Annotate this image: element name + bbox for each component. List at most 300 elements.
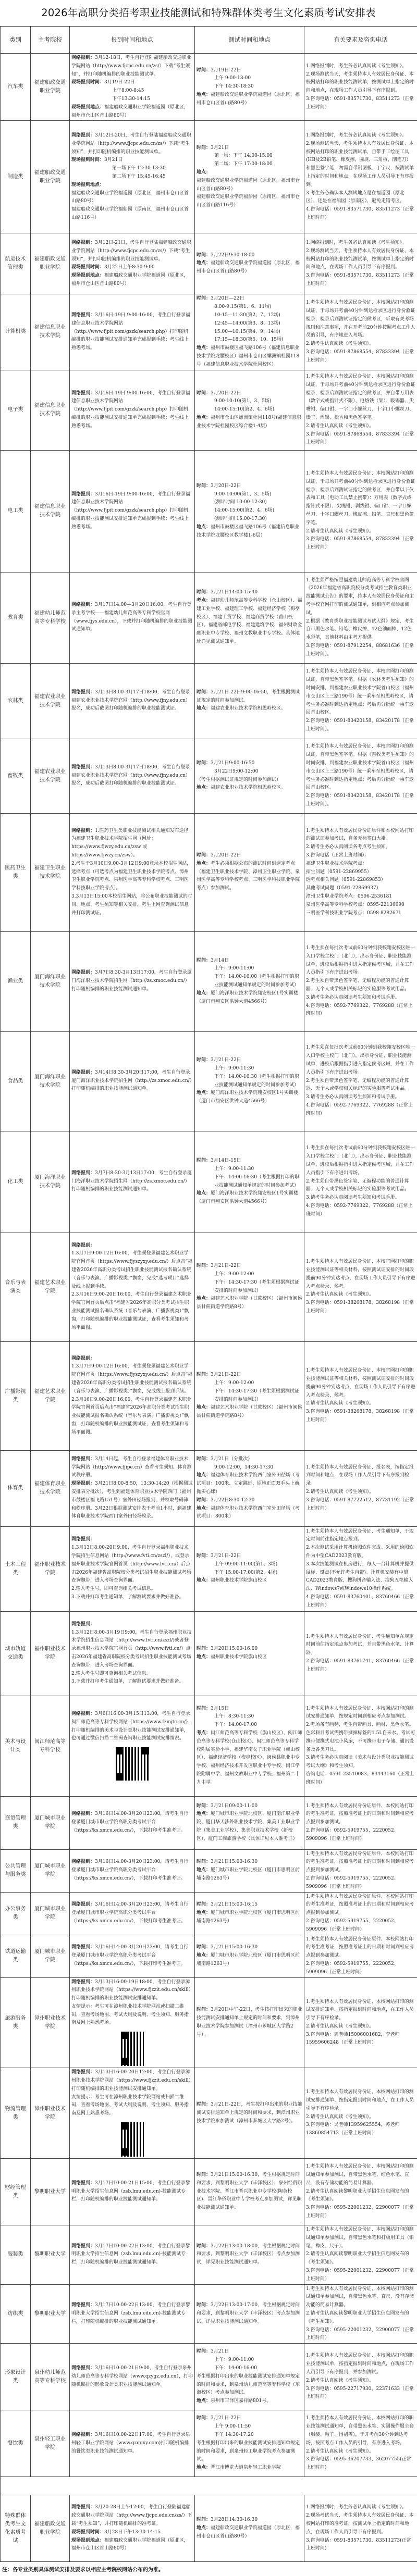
line-text: 3月21日15:00-16:30，考生根据规定时间和要求，到黎明职业大学（丰泽校区）、泉州经贸职业技术学院、晋江市晋兴职业中专学校(陶英校区)、晋江华侨职业中专学校考点参加测试，详见职业技能测试通知单。 <box>197 2172 302 2210</box>
cell-line <box>71 132 193 156</box>
line-text: 福州职业技术学院旗山校区 <box>211 1654 267 1660</box>
line-text: 3月20日-22日 <box>211 483 241 489</box>
requirement-line: 漳州卫生职业学院考点：0596-2536181 <box>306 893 415 901</box>
requirement-line: 3.咨询电话：0595-22717930、22371633（正常上班时间） <box>306 2385 415 2402</box>
cell-line <box>197 1569 302 1577</box>
table-row <box>1 739 417 813</box>
table-row <box>1 2495 417 2562</box>
requirement-line: 选考点相关问题（0591-22869853） <box>306 876 415 885</box>
line-text: 上午：9:00-11:00 <box>214 966 254 971</box>
table-row <box>1 663 417 739</box>
cell-line <box>71 893 193 917</box>
cell-line <box>197 2373 302 2397</box>
cell-line <box>71 689 193 713</box>
requirement-line: 2.请考生认真阅读《考生须知》。 <box>306 1488 415 1497</box>
line-label: 网络报到： <box>71 2432 95 2437</box>
test-cell <box>195 1031 304 1131</box>
requirement-line: 2.请考生务必认真阅读各考点考生须知。 <box>306 843 415 852</box>
line-text: 泉州市丰泽区嘉祥路801号。 <box>211 2398 271 2404</box>
requirement-line: 1.考生须持本人有效居民身份证、本校官网打印的职业技能测试证等相关材料，按照测试证安排的时间段提前90分钟到达考点，在现场工作人员引导下有序进入考点检录、候考。 <box>306 1367 415 1400</box>
line-text: 3月13日16:00-20日12:00，考生自行登录漳州职业技术学院网站（https://www.fjzzit.edu.cn/skill）打印随机编排的职业技能测试安排通知单。 <box>71 2070 191 2092</box>
requirements-cell <box>304 739 417 813</box>
line-text: 3月22日9:30-18:00 <box>211 253 254 258</box>
cell-line <box>197 2348 302 2356</box>
category-cell: 服装类 <box>1 2225 31 2285</box>
requirements-cell <box>304 1977 417 2068</box>
line-text: 3月16日14:00-3月20日23:00，请考生自行登录厦门城市职业学院高职分类考试平台（https://ks.xmcu.edu.cn/），下载打印考生准考证。 <box>71 1859 188 1881</box>
cell-line <box>71 1455 193 1480</box>
line-text: 下午：14:00-16:00 <box>214 2366 257 2371</box>
cell-line <box>197 252 302 260</box>
line-text: 1.3月7日9:00-12日16:00，考生须登录福建艺术职业学院官网首页（https://www.fjyszyxy.edu.cn/）后点击“福建省2026年高职分类考试招生职业技能测试报名确认系统（音乐与表演、广播影视类）”飘窗，完成线上报到手续。 <box>71 1364 192 1393</box>
cell-line <box>197 491 302 499</box>
cell-line <box>197 597 302 646</box>
test-cell <box>195 2068 304 2159</box>
line-label: 网络报到： <box>71 970 95 975</box>
line-text: 福建船政交通职业学院福道园（原北区，福州市仓山区首山路80号） <box>71 191 189 204</box>
table-header-row <box>1 27 417 54</box>
line-label: 时间： <box>197 853 211 858</box>
test-cell <box>195 1935 304 1977</box>
line-text: 3月12日-20日，考生自行登陆福建船政交通职业学院网站（http://www.fjcpc.edu.cn/zs/）下载“考生须知”，并打印随机编排的职业技能测试单。 <box>71 133 191 155</box>
test-cell <box>195 2495 304 2562</box>
line-label: 网络报到： <box>71 1622 95 1627</box>
line-label: 地点： <box>197 1473 211 1478</box>
line-label: 时间： <box>197 690 211 695</box>
table-row <box>1 1031 417 1131</box>
cell-line <box>197 160 302 169</box>
test-cell <box>195 663 304 739</box>
line-text: 下午：14:00-16:30（考生根据打印的职业技能测试通知单规定的时间参加考试） <box>214 1074 299 1088</box>
line-label: 网络报到： <box>71 391 95 396</box>
cell-line <box>197 2431 302 2440</box>
cell-line <box>197 414 302 431</box>
category-cell: 旅游服务类 <box>1 1977 31 2068</box>
registration-cell <box>70 663 195 739</box>
requirement-line: 2.请考生认真阅读《考生须知》。 <box>306 1400 415 1408</box>
requirement-line: 其他考试问题（0591-22869937） <box>306 885 415 893</box>
line-label: 地点： <box>197 415 211 420</box>
requirement-line: 1.考生须持本人有效居民身份证、本校网站打印的测试证，于每场开考前40分钟到达检录区进行身份验证检录，检录后到测试证指定的候考区，并自带万用表（数字式或指针式不限）、电烙铁（架）、吸锡器、尖嘴钳、偏口钳、一字口小螺丝刀、十字口小螺丝刀、镊子、焊锡、松香和黑色签字笔。 <box>306 373 415 422</box>
line-label: 时间： <box>197 1263 211 1268</box>
requirement-line: 1.考生须持本人有效居民身份证、本校网站打印的测试证，于每场开考前40分钟到达检录区进行身份验证检录，检录后到测试证指定的候考区，听取有关考场规则和注意事项，并在开考前20分钟按照考点工作人员的引导，有序地进入考场。 <box>306 299 415 340</box>
line-text: 友情提示：考生可在漳州职业技术学院网站或扫描二维码，查看考场地图、考试大纲及说明、考生须知、服务指南及网上熟悉考场。 <box>71 2004 189 2026</box>
line-text: 福州市鼓楼区福飞路106号（福建信息职业技术学院龙腰校区）福州市仓山区螺洲镇杜园118号（福建信息职业技术学院杜园校区） <box>197 345 299 367</box>
line-text: （考生根据测试证规定的时间参加测试） <box>197 777 281 782</box>
qr-code-icon[interactable] <box>121 2032 144 2066</box>
footnote: 注：各专业类别具体测试安排及要求以相应主考院校网站公布的为准。 <box>0 2562 417 2576</box>
line-text: 3月21日（分批次） <box>211 1457 252 1462</box>
header-registration: 报到时间和地点 <box>70 27 195 54</box>
registration-cell <box>70 1341 195 1450</box>
cell-line <box>197 259 302 276</box>
requirement-line: 2.请考生认真阅读《考生须知》。 <box>306 2448 415 2456</box>
cell-line <box>197 1952 302 1969</box>
requirements-cell <box>304 1696 417 1796</box>
cell-line <box>197 312 302 320</box>
cell-line <box>197 524 302 540</box>
cell-line <box>71 190 193 206</box>
cell-line <box>71 1670 193 1678</box>
requirements-cell <box>304 1131 417 1233</box>
requirement-line: 1.网络报到时，考生务必认真阅读《考生须知》。 <box>306 63 415 71</box>
cell-line <box>197 2243 302 2267</box>
cell-line <box>197 2415 302 2423</box>
cell-line <box>197 2356 302 2365</box>
school-cell: 泉州轻工职业学院 <box>31 2410 70 2477</box>
line-text: 8:00-9:15(第1、6、11场) <box>214 304 271 309</box>
cell-line <box>197 1561 302 1569</box>
requirement-line: 1.网络报到时，考生务必认真阅读《考生须知》。 <box>306 132 415 140</box>
requirement-line: 3.咨询电话：0591-87868554、87833394（正常上班时间） <box>306 536 415 552</box>
line-label: 时间： <box>197 2303 211 2308</box>
requirements-cell <box>304 1611 417 1696</box>
test-cell <box>195 121 304 233</box>
line-text: 第一场下午 12:30-13:30 <box>112 166 166 171</box>
line-text: 1.3月7日9:00-12日16:00，考生须登录福建艺术职业学院官网首页（https://www.fjyszyxy.edu.cn/）后点击“福建省2026年高职分类考试招生职业技能测试报名确认系统（音乐与表演、广播影视类）”飘窗，完成“选考项目”选择及线上报到手续。 <box>71 1251 192 1289</box>
line-text: 下午：14:30-17:30（考生须根据测试证安排的时间参加测试） <box>214 1389 299 1402</box>
requirement-line: 2.咨询电话：0591-83420158、83420178（正常上班时间）。 <box>306 792 415 809</box>
line-text: 3月13日8:00-3月17日18:00，考生自行登录福建农业职业技术学院官网（http://www.fjny.edu.cn）报名，成功后截图打印随机编排的职业技能测试证。 <box>71 765 190 787</box>
category-cell: 土木工程类 <box>1 1526 31 1611</box>
cell-line <box>197 1552 302 1561</box>
cell-line <box>71 264 193 272</box>
line-label: 时间： <box>197 1498 211 1503</box>
category-cell: 餐饮类 <box>1 2410 31 2477</box>
line-label: 现场报到时间： <box>71 157 104 163</box>
line-text: 闽江师范高等专科学校（旗山校区）、闽江师范高等专科学校(仓山校区)、闽江师范高等专科学校附属实验小学、福建华南女子职业学院（旗山校区）、福建经济学校（梅亭校区）、闽侯县职业中专学校、福州经济技术开发区职业中专学校、闽江学院附属中学、福州文教职业中专学校、福州第二十九中学。 <box>197 1731 302 1785</box>
line-label: 时间： <box>197 2244 211 2249</box>
line-text: 考生必须根据公布的测试时间到选定考点（福建卫生职业技术学院、漳州卫生职业学院、泉州医学高等专科学校考点、三明医学科技职业学院考点）参加测试。 <box>197 861 300 891</box>
registration-cell <box>70 1977 195 2068</box>
line-label: 网络报到： <box>71 1070 95 1075</box>
line-label: 时间： <box>197 68 211 73</box>
requirements-cell <box>304 450 417 572</box>
category-cell: 物流管理类 <box>1 2068 31 2159</box>
requirements-cell <box>304 233 417 294</box>
requirements-cell <box>304 54 417 121</box>
category-cell: 农林类 <box>1 663 31 739</box>
category-cell: 航运技术管理类 <box>1 233 31 294</box>
registration-cell <box>70 2068 195 2159</box>
test-cell <box>195 1450 304 1526</box>
line-label: 时间： <box>197 1803 211 1809</box>
line-label: 时间： <box>197 1945 211 1950</box>
requirement-line: 1.考生须严格按照福建幼儿师范高等专科学校官网《2026年福建省高职院校分类考试招生教育类职业技能测试公告》的要求，持本人有效居民身份证和主考学校官网打印的测试通知单，到相应考点参加测试。 <box>306 577 415 618</box>
cell-line <box>197 1858 302 1866</box>
line-text: 3月21日15:00-16:30 <box>211 1859 257 1864</box>
cell-line <box>71 1901 193 1925</box>
line-label: 网络报到： <box>71 492 95 497</box>
line-label: 地点： <box>197 1191 211 1196</box>
registration-cell <box>70 1696 195 1796</box>
line-label: 地点： <box>197 525 211 530</box>
line-text: 3月21日-22日，考生按打印出来的职业技能测试安排通知单上规定的时间和要求，到漳州职业技术学院参加测试（漳州市芗城区大学路2号）。 <box>197 2102 302 2124</box>
requirement-line: 1.考生须持本人有效居民身份证原件和本校网站打印的测试证参加考试，自备无标签白大褂。 <box>306 827 415 844</box>
line-text: 3.下载并打印考生通知单，了解测试要求并做好准备。 <box>71 1679 184 1684</box>
cell-line <box>71 173 193 181</box>
line-label: 网络报到： <box>71 1457 95 1462</box>
line-text: 3月16日14:00-3月20日23:00，请考生自行登录厦门城市职业学院高职分类考试平台（https://ks.xmcu.edu.cn/），下载打印考生准考证。 <box>71 1902 188 1924</box>
cell-line <box>197 177 302 194</box>
line-text: 3月21日-22日 <box>211 2416 241 2421</box>
line-label: 时间： <box>197 2172 211 2177</box>
category-cell: 计算机类 <box>1 294 31 370</box>
line-text: 14:00-15:00(第2、4、6场) <box>214 508 274 513</box>
registration-cell <box>70 1796 195 1849</box>
qr-code-icon[interactable] <box>121 2122 144 2157</box>
category-cell: 美术与设计类 <box>1 1696 31 1796</box>
line-text: 3月16日14:00-3月20日23:00，请考生自行登录厦门城市职业学院高职分类考试平台（https://ks.xmcu.edu.cn/），下载打印考生准考证。 <box>71 1945 188 1967</box>
line-text: 福建船政交通职业学院福道园（原北区，福州市仓山区首山路80号） <box>197 178 300 192</box>
requirement-line: 2.本次测试采用计算机绘图软件完成。采用的绘图软件为中望CAD2023教育版。 <box>306 1544 415 1561</box>
line-text: 1.3月12日8:00-3月19日9:00，考生自行登录福州职业技术学院招生信息网站（http://www.fvti.cn/zszl/)或者登录福州职业技术学院官网首页（http://www.fvti.cn/）点击2026年福建省高职院校分类考试招生职业技能测试考场查询飘带，进入考场查询界面。 <box>71 1630 191 1668</box>
line-text: 下午 15:00-17:00(第2、4场) <box>214 1570 277 1575</box>
line-text: 福州职业技术学院旗山校区 <box>211 1578 267 1583</box>
cell-line <box>197 852 302 860</box>
requirement-line: 3.咨询电话：周老师15006001682，李老师15959606248（正常上班时间） <box>306 2031 415 2048</box>
cell-line <box>197 1505 302 1522</box>
category-cell: 渔业类 <box>1 931 31 1031</box>
test-cell <box>195 1796 304 1849</box>
registration-cell <box>70 370 195 450</box>
cell-line <box>197 957 302 965</box>
requirement-line: 1.考生须持本人有效居民身份证、本校网站打印的职业技能测试单，按指定报到时间和地点，在现场工作人员引导下有序报到，并参加测试。 <box>306 2352 415 2376</box>
cell-line <box>197 2397 302 2406</box>
line-text: (测评时间 10:00-12:30) <box>214 500 267 505</box>
line-text: 福建船政交通职业学院福道园（原北区，福州市仓山区首山路80号） <box>71 105 189 118</box>
line-text: 3月7日8:30-3月13日17:00，考生自行登录厦门海洋职业技术学院招生网（http://zs.xmoc.edu.cn/）打印随机编排的职业技能测试通知单。 <box>71 1171 192 1192</box>
line-label: 网络报到： <box>71 602 95 607</box>
requirements-cell <box>304 1031 417 1131</box>
cell-line <box>197 1388 302 1404</box>
cell-line <box>197 1901 302 1909</box>
table-row <box>1 1892 417 1935</box>
table-row <box>1 2284 417 2344</box>
requirements-cell <box>304 1450 417 1526</box>
page-title: 2026年高职分类招考职业技能测试和特殊群体类考生文化素质考试安排表 <box>0 0 417 26</box>
category-cell: 教育类 <box>1 572 31 663</box>
line-text: 3月17日10:00-22日13:00，考生自行登录黎明职业大学招生信息网（zsb.lmu.edu.cn)-技能测试专栏，打印随机编排的职业技能测试通知单。 <box>71 2303 190 2324</box>
cell-line <box>197 1379 302 1388</box>
line-text: 3月14日起，考生自行登录福建体育职业技术学院网站（http://www.fjipe.cn）查看考生须知、体育测试秩序册。 <box>71 1457 192 1478</box>
cell-line <box>71 969 193 993</box>
cell-line <box>71 2537 193 2554</box>
category-cell: 纺织类 <box>1 2284 31 2344</box>
requirement-line: 3.咨询电话：吴老师13959625554，苏老师13860854713（正常上班时间） <box>306 2121 415 2138</box>
line-label: 网络报到： <box>71 2181 95 2186</box>
qr-code-icon[interactable] <box>116 1747 149 1781</box>
requirement-line: 3.咨询电话：0595-22001232、22900077（正常上班时间） <box>306 2326 415 2343</box>
requirement-line: 4.咨询电话：0592-7769322、7769288（正常上班时间） <box>306 1202 415 1219</box>
line-text: 厦门海洋职业技术学院翔安校区1号实训楼（厦门市翔安区洪钟大道4566号） <box>197 991 298 1004</box>
line-label: 网络报到： <box>71 2505 95 2510</box>
line-text: 17:15—18:30(第5、10、15场) <box>214 337 284 342</box>
school-cell: 福建船政交通职业学院 <box>31 121 70 233</box>
cell-line <box>71 1544 193 1585</box>
line-text: 第二场下午 15:45-16:45 <box>112 174 166 179</box>
cell-line <box>197 1810 302 1843</box>
line-text: 3月16日10:00-21日9:00，考生自行登录泉州幼儿师范高等专科学校网站（www.qzygz.edu.cn），打印随机编排的形象设计类职业技能测试通知单。 <box>71 2366 193 2387</box>
line-label: 网络报到： <box>71 2244 95 2249</box>
line-text: 上午8:00-8:45 <box>112 88 144 93</box>
requirement-line: 3.考生务必确认本人测试地点是在福道园（原北区），还是在福船园（原南区），避免走错考区。 <box>306 190 415 206</box>
line-text: 3月21日9:00-16:50 <box>211 761 254 766</box>
line-text: 上午：9:00-11:00 <box>214 2357 254 2362</box>
school-cell: 闽江师范高等专科学校 <box>31 1696 70 1796</box>
registration-cell <box>70 1935 195 1977</box>
requirement-line: 1.考生须持本人有效居民身份证原件、本校网站打印的考生准考证，按照准考证上的日期和时间到相应考点报到参加测试。 <box>306 1850 415 1875</box>
line-label: 网络报到： <box>71 828 95 833</box>
requirements-cell <box>304 2225 417 2285</box>
requirement-line: 三明医学科技职业学院考点：0598-8282671 <box>306 910 415 918</box>
cell-line <box>197 169 302 177</box>
cell-line <box>197 2524 302 2541</box>
line-label: 地点： <box>197 1090 211 1096</box>
requirement-line: 招生问题（0591-22869955） <box>306 868 415 877</box>
cell-line <box>71 1585 193 1594</box>
cell-line <box>197 705 302 713</box>
table-row <box>1 294 417 370</box>
cell-line <box>71 181 193 190</box>
line-text: 下午：14:00-16:00（考生根据打印的职业技能测试通知单规定的时间参加考试） <box>214 974 299 988</box>
school-cell: 福州职业技术学院 <box>31 1526 70 1611</box>
cell-line <box>71 491 193 532</box>
line-text: 14:00-15:10(第2、4、6场) <box>214 407 274 412</box>
category-cell: 电工类 <box>1 450 31 572</box>
cell-line <box>71 764 193 788</box>
requirements-cell <box>304 1341 417 1450</box>
line-text: 福建幼儿师范高等专科学校（仓山校区）、福建工业学校、福建理工学校、福建经济学校（梅亭校区）、福建工贸学校、福建商贸学校（首山校区）、福建省邮电学校、福建建筑学校、福州财政金融职业中专学校、福州文教职业中专学校。具体地址详见测试通知单。 <box>197 598 302 644</box>
line-label: 时间： <box>197 253 211 258</box>
requirement-line: 2.请考生认真阅读《考生须知》。 <box>306 528 415 536</box>
table-row <box>1 1526 417 1611</box>
line-label: 时间： <box>197 1158 211 1163</box>
requirement-line: 2.考场备有画凳，考生自带画具、画材、黑色水笔。色彩科目考试需携带撕掉标签的1.5L自来水。考试可携带便携式电池小风扇，不可携带电子存储、通讯设备及各类刀具。 <box>306 1721 415 1754</box>
registration-cell <box>70 2225 195 2285</box>
line-text: 1.医药卫生类职业技能测试相关通知发布途径为福建卫生职业技术学院招生网（网址：https://www.fjwzy.edu.cn/zsw 或 https://www.fjwzy.cn/zsw）。 <box>71 828 189 858</box>
line-text: 3月16日14:00-3月20日23:00，请考生自行登录厦门城市职业学院高职分类考试平台（https://ks.xmcu.edu.cn/），下载打印考生准考证。 <box>71 1811 188 1833</box>
line-text: 2.输入考生号即可查询相关考试信息。 <box>71 1671 151 1676</box>
line-text: 3月21日15:00-16:30 <box>211 1945 257 1950</box>
requirement-line: 1.考生须持本人有效居民身份证、本校网站打印的测试通知单参加测试，自带黑色水笔、红色水笔、直尺、没有存储功能的简易计算器。 <box>306 2163 415 2187</box>
requirement-line: 2.考生须自带黑色签字笔、无编程功能的普通计算器、无个人或学校相关标记的实验服等考试用品。 <box>306 1077 415 1094</box>
line-text: 3月21日09:00-11:00 <box>211 1803 257 1809</box>
line-text: (测评时间 15:00-17:30) <box>214 516 267 521</box>
line-text: 下午 14:30-18:30 <box>214 84 254 89</box>
cell-line <box>197 499 302 507</box>
line-label: 时间： <box>197 761 211 766</box>
cell-line <box>71 1355 193 1363</box>
requirement-line: 1.考生须在每批次考试前60分钟到我校翔安校区唯一入口学校主校门（北门），出示身份证、职业技能测试单，进校后根据指引进入指定候考区域，并在工作人员指引下有序进出考场。 <box>306 1044 415 1077</box>
line-label: 网络报到： <box>71 1980 95 1985</box>
cell-line <box>197 784 302 792</box>
test-cell <box>195 1131 304 1233</box>
table-row <box>1 2159 417 2225</box>
line-text: 3月12-18日，考生自行登陆福建船政交通职业学院网站（http://www.fjcpc.edu.cn/zs/）下载“考生须知”，并打印随机编排的职业技能测试单。 <box>71 55 191 77</box>
cell-line <box>197 1165 302 1174</box>
line-label: 现场报到时间： <box>71 2530 104 2535</box>
line-text: 3月22日上午8:30-9:00 <box>104 265 155 270</box>
registration-cell <box>70 813 195 931</box>
category-cell: 铁道运输类 <box>1 1935 31 1977</box>
line-text: 下午 14:30-17:20 <box>214 2432 254 2437</box>
registration-cell <box>70 1849 195 1892</box>
registration-cell <box>70 2495 195 2562</box>
line-text: 厦门海洋职业技术学院翔安校区1号实训楼（厦门市翔安区洪钟大道4566号） <box>197 1090 298 1104</box>
category-cell: 体育类 <box>1 1450 31 1526</box>
line-text: 上午：8:30-11:30 <box>214 1714 254 1719</box>
test-cell <box>195 1526 304 1611</box>
cell-line <box>197 1262 302 1271</box>
requirement-line: 3.请考生务必认真阅读考生须知和考试手册。 <box>306 994 415 1002</box>
line-text: 3月17日14:00—3月20日16:00，考生自行登录主考学校——福建幼儿师范高等专科学校官网（www.fjys.edu.cn），下载并打印随机编排的职业技能测试通知单。 <box>71 602 192 632</box>
cell-line <box>197 1497 302 1505</box>
line-label: 现场报到地点： <box>71 273 104 278</box>
line-text: 下午：14:00-17:00 <box>214 1722 257 1727</box>
requirement-line: 2.现场测试当天，考生须持本人有效居民身份证、本校网站打印的职业技能测试单，按测试单上指定的时间和地点，在现场工作人员引导下有序报到。 <box>306 247 415 272</box>
cell-line <box>197 406 302 414</box>
line-label: 地点： <box>197 1578 211 1583</box>
test-cell <box>195 2410 304 2477</box>
line-text: 下午13:30-14:15 <box>112 96 150 102</box>
line-text: 上午：9:00-12:00 <box>214 1380 254 1386</box>
school-cell: 福建船政交通职业学院 <box>31 2495 70 2562</box>
line-text: 10:15—11:30(第2、7、12场) <box>214 313 280 318</box>
test-cell <box>195 2225 304 2285</box>
requirement-line: 3.咨询电话：0591-38268178、38268198（正常上班时间） <box>306 1408 415 1425</box>
line-text: 3月22日9:00-12:00 <box>214 769 258 774</box>
line-label: 现场报到地点： <box>71 105 104 110</box>
line-text: 福州市仓山区螺洲镇杜园118号(福建信息职业技术学院杜园校区综合楼1-4层） <box>197 415 301 429</box>
cell-line <box>71 1678 193 1686</box>
line-label: 地点： <box>197 345 211 351</box>
cell-line <box>197 344 302 369</box>
cell-line <box>197 1713 302 1721</box>
cell-line <box>71 272 193 289</box>
cell-line <box>71 1858 193 1883</box>
line-text: 考生根据打印出来的职业技能测试安排通知单规定的时间和要求，到泉州轻工职业学院考点参加测试。 <box>197 2441 300 2462</box>
table-row <box>1 2344 417 2410</box>
requirement-line: 1.考生须持本人有效居民身份证、本校官网打印的职业技能测试证等相关材料，按照测试证安排的时间段提前90分钟到达考点，在现场工作人员引导下有序进入考点检录、候考。 <box>306 1258 415 1291</box>
cell-line <box>197 760 302 768</box>
school-cell: 漳州职业技术学院 <box>31 2068 70 2159</box>
registration-cell <box>70 233 195 294</box>
registration-cell <box>70 450 195 572</box>
line-label: 地点： <box>197 991 211 996</box>
cell-line <box>197 67 302 75</box>
cell-line <box>197 1174 302 1190</box>
line-text: 3月20-28日上午12:00，考生自行登陆福建船政交通职业学院网站（http://www.fjcpc.edu.cn/zs/）下载“考生须知”，并打印随机编排的准考证。 <box>71 2505 192 2527</box>
requirement-line: 3.请考生务必认真阅读《美术与设计类职业技能测试考试大纲》和考生须知。 <box>306 1754 415 1771</box>
line-label: 考点： <box>197 598 211 603</box>
line-label: 时间： <box>197 1457 211 1462</box>
line-label: 地点： <box>197 1868 211 1873</box>
requirement-line: 2.咨询电话：0591-83420158、83420178（正常上班时间）。 <box>306 717 415 734</box>
requirement-line: 2.请考生认真阅读《考生须知》。 <box>306 422 415 431</box>
line-text: 3月22日13:00-17:00，考生根据规定时间和要求，到黎明职业大学（丰泽校区）考点参加测试，详见职业技能测试通知单。 <box>197 2303 300 2324</box>
line-label: 现场报到地点： <box>71 2538 104 2543</box>
requirements-cell <box>304 1796 417 1849</box>
cell-line <box>197 860 302 893</box>
requirement-line: 2.现场考试当天，考生须持本人有效居民身份证、本校网站打印的准考证，按测试单上指定的时间和地点，在现场工作人员引导下有序报到。 <box>306 2512 415 2536</box>
test-cell <box>195 2344 304 2410</box>
line-label: 地点： <box>197 1811 211 1816</box>
cell-line <box>71 1480 193 1521</box>
cell-line <box>71 2431 193 2456</box>
line-label: 网络报到： <box>71 1945 95 1950</box>
requirements-cell <box>304 1233 417 1341</box>
